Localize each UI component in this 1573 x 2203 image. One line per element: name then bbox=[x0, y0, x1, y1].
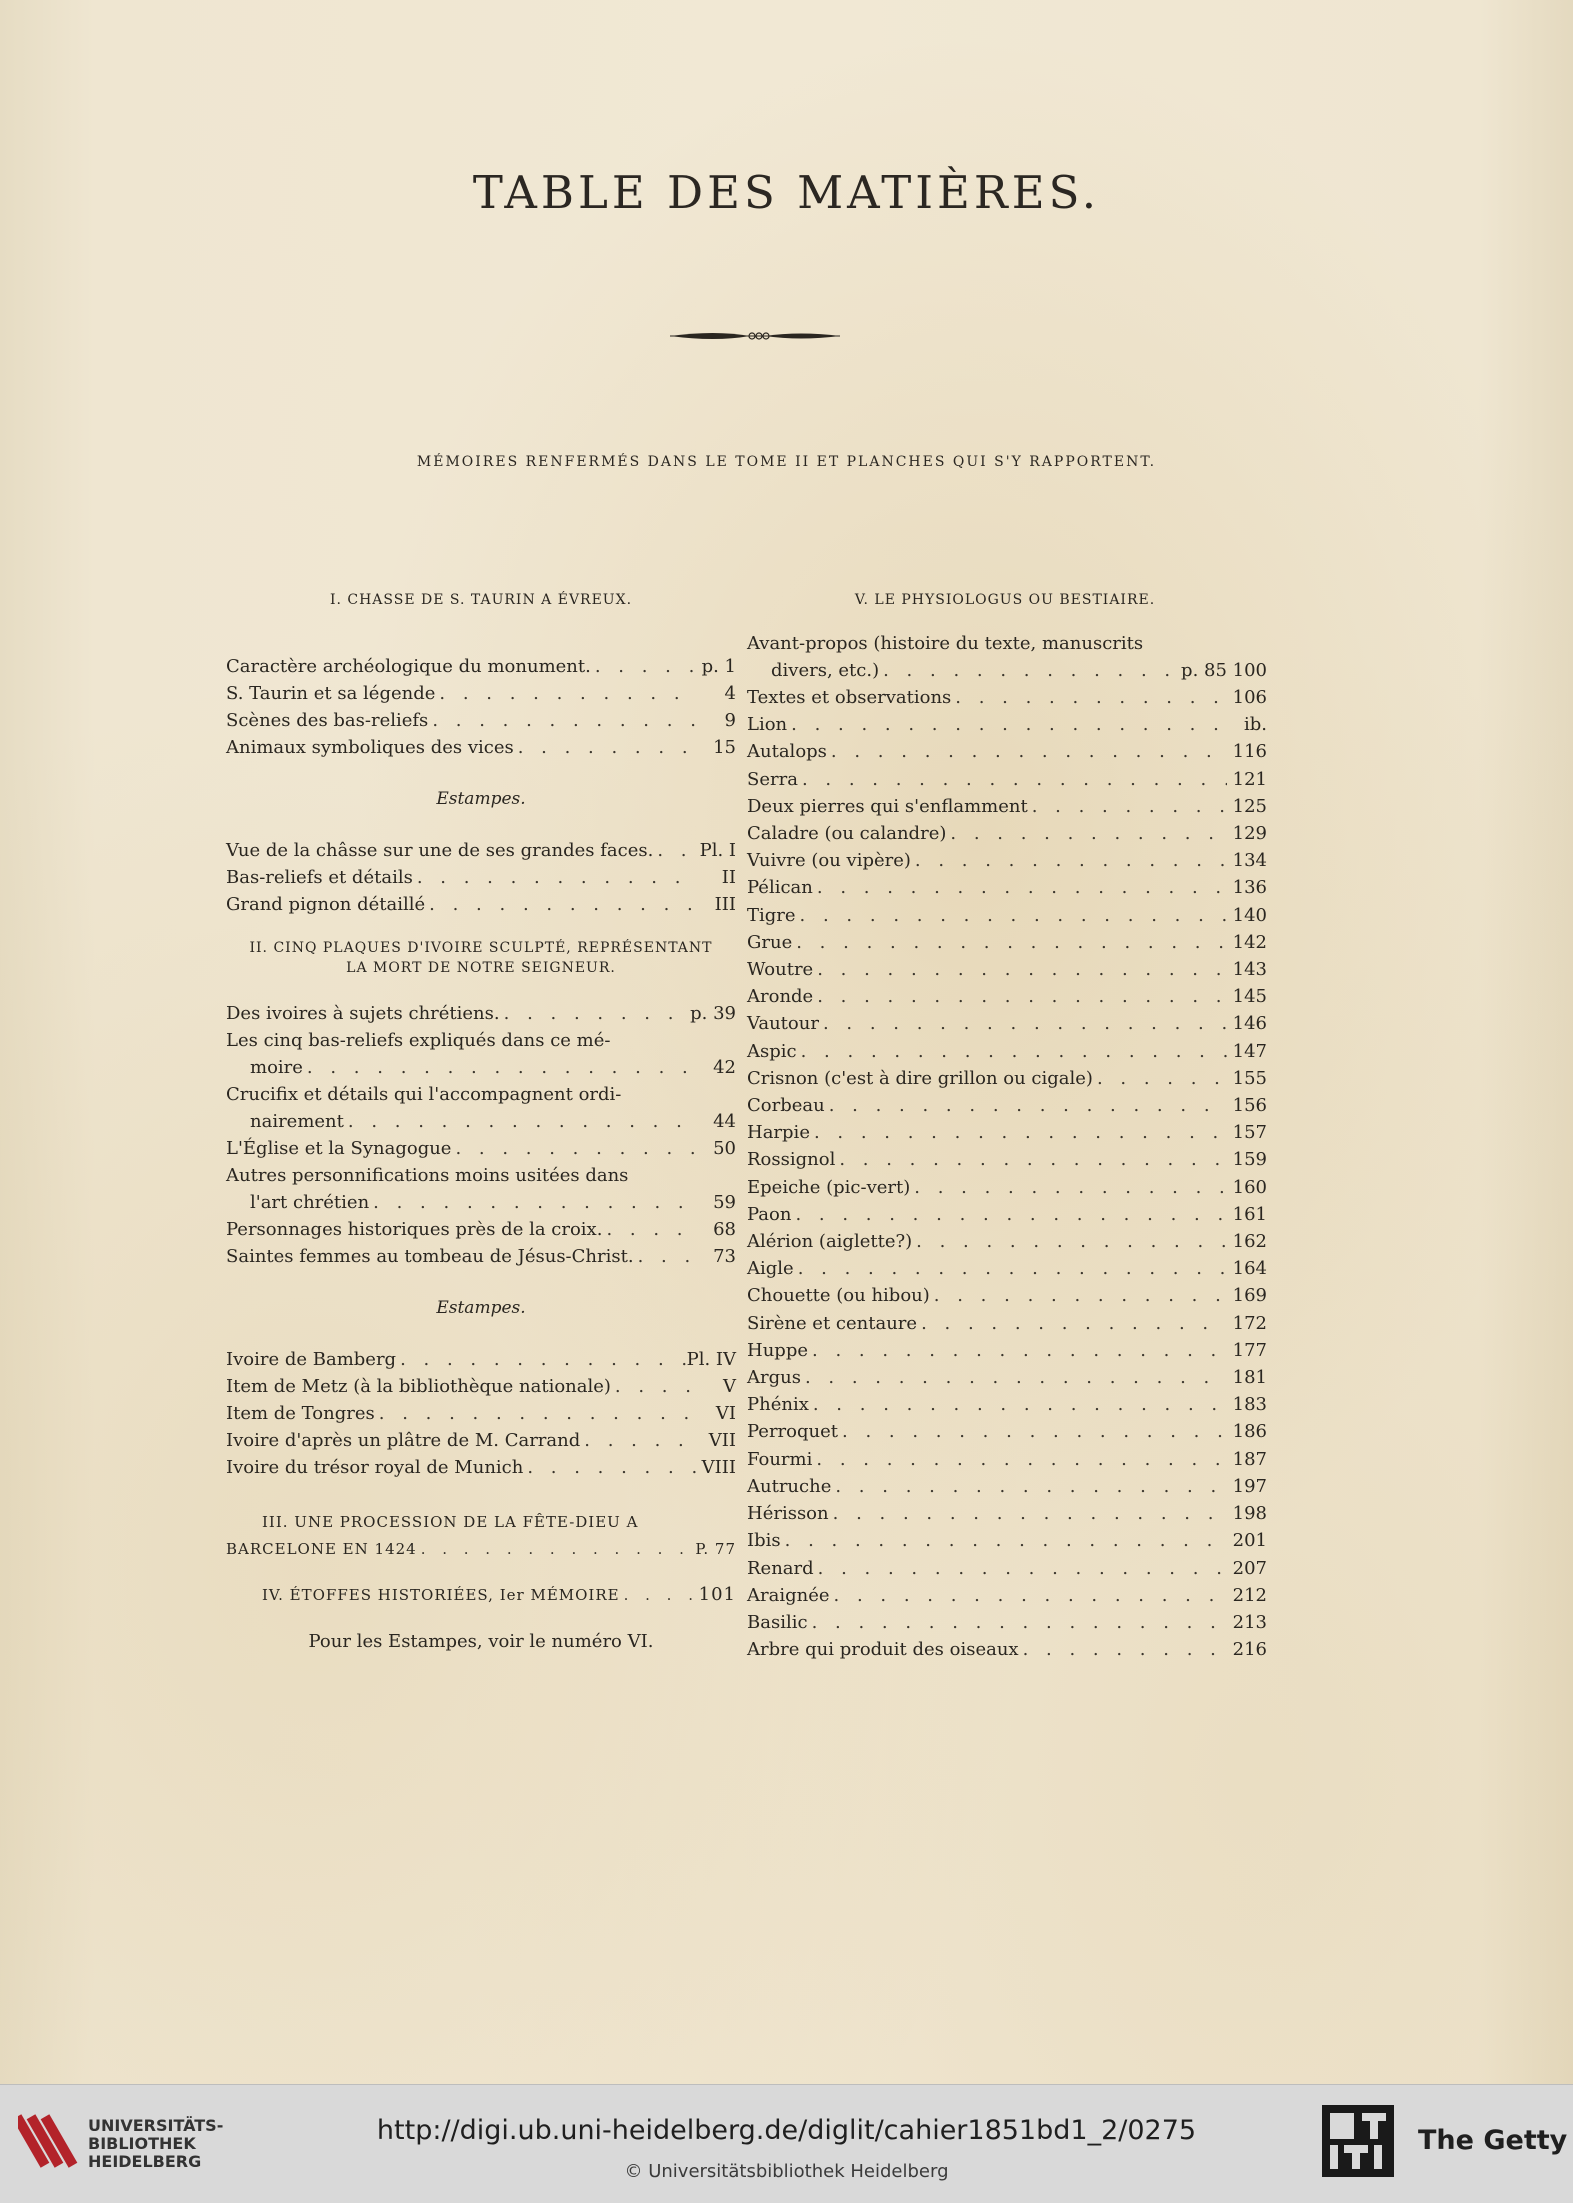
toc-entry: Sirène et centaure . . . 172 bbox=[747, 1310, 1267, 1337]
toc-entry: Autruche . . . 197 bbox=[747, 1473, 1267, 1500]
toc-entry: Basilic . . . 213 bbox=[747, 1609, 1267, 1636]
footer-bar bbox=[0, 2084, 1573, 2203]
toc-entry: Corbeau . . . 156 bbox=[747, 1092, 1267, 1119]
toc-entry: Animaux symboliques des vices . . . 15 bbox=[226, 734, 736, 761]
toc-entry: Vautour . . . 146 bbox=[747, 1010, 1267, 1037]
section-heading-2: II. CINQ PLAQUES D'IVOIRE SCULPTÉ, REPRÉSENTANT LA MORT DE NOTRE SEIGNEUR. bbox=[249, 940, 713, 976]
getty-name: The Getty bbox=[1418, 2125, 1568, 2156]
toc-entry: Rossignol . . . 159 bbox=[747, 1146, 1267, 1173]
toc-entry: Argus . . . 181 bbox=[747, 1364, 1267, 1391]
toc-entry: Ivoire d'après un plâtre de M. Carrand . . . VII bbox=[226, 1427, 736, 1454]
toc-entry: Des ivoires à sujets chrétiens. . . . p. 39 bbox=[226, 1000, 736, 1027]
toc-entry: moire . . . 42 bbox=[226, 1054, 736, 1081]
toc-entry: Textes et observations . . . 106 bbox=[747, 684, 1267, 711]
copyright-notice: © Universitätsbibliothek Heidelberg bbox=[624, 2161, 949, 2182]
toc-entry: Deux pierres qui s'enflamment . . . 125 bbox=[747, 793, 1267, 820]
toc-entry: Autalops . . . 116 bbox=[747, 738, 1267, 765]
permalink-url[interactable]: http://digi.ub.uni-heidelberg.de/diglit/cahier1851bd1_2/0275 bbox=[376, 2115, 1197, 2146]
toc-entry: Personnages historiques près de la croix. . . . 68 bbox=[226, 1216, 736, 1243]
estampes-heading: Estampes. bbox=[436, 789, 526, 809]
toc-entry: Araignée . . . 212 bbox=[747, 1582, 1267, 1609]
toc-entry: L'Église et la Synagogue . . . 50 bbox=[226, 1135, 736, 1162]
toc-entry: Saintes femmes au tombeau de Jésus-Christ. . . . 73 bbox=[226, 1243, 736, 1270]
right-column bbox=[747, 630, 1267, 1663]
toc-entry: Fourmi . . . 187 bbox=[747, 1446, 1267, 1473]
toc-entry: Ibis . . . 201 bbox=[747, 1527, 1267, 1554]
section-heading-3: III. UNE PROCESSION DE LA FÊTE-DIEU A bbox=[262, 1513, 639, 1531]
toc-entry-first-line: Autres personnifications moins usitées dans bbox=[226, 1165, 629, 1186]
toc-entry: Chouette (ou hibou) . . . 169 bbox=[747, 1282, 1267, 1309]
toc-entry: Grand pignon détaillé . . . III bbox=[226, 891, 736, 918]
toc-entry: Lion . . . ib. bbox=[747, 711, 1267, 738]
toc-entry-first-line: Les cinq bas-reliefs expliqués dans ce mé- bbox=[226, 1030, 611, 1051]
toc-entry: Perroquet . . . 186 bbox=[747, 1418, 1267, 1445]
toc-entry: Aigle . . . 164 bbox=[747, 1255, 1267, 1282]
toc-entry: Ivoire du trésor royal de Munich . . . VIII bbox=[226, 1454, 736, 1481]
toc-entry-first-line: Avant-propos (histoire du texte, manuscrits bbox=[747, 633, 1144, 654]
toc-entry: S. Taurin et sa légende . . . 4 bbox=[226, 680, 736, 707]
toc-entry: Bas-reliefs et détails . . . II bbox=[226, 864, 736, 891]
section-heading-4: IV. ÉTOFFES HISTORIÉES, Ier MÉMOIRE . . . 101 bbox=[226, 1581, 736, 1609]
toc-entry: Phénix . . . 183 bbox=[747, 1391, 1267, 1418]
section-heading-5: V. LE PHYSIOLOGUS OU BESTIAIRE. bbox=[854, 592, 1156, 608]
toc-entry: divers, etc.) . . . p. 85 100 bbox=[747, 657, 1267, 684]
toc-entry: Huppe . . . 177 bbox=[747, 1337, 1267, 1364]
toc-entry: Aspic . . . 147 bbox=[747, 1038, 1267, 1065]
toc-entry: Crisnon (c'est à dire grillon ou cigale) . . . 155 bbox=[747, 1065, 1267, 1092]
estampes-note: Pour les Estampes, voir le numéro VI. bbox=[308, 1631, 654, 1652]
toc-entry: Hérisson . . . 198 bbox=[747, 1500, 1267, 1527]
toc-entry: Renard . . . 207 bbox=[747, 1555, 1267, 1582]
toc-entry: Grue . . . 142 bbox=[747, 929, 1267, 956]
toc-entry: Paon . . . 161 bbox=[747, 1201, 1267, 1228]
toc-entry: Epeiche (pic-vert) . . . 160 bbox=[747, 1174, 1267, 1201]
bestiaire-list bbox=[747, 684, 1267, 1663]
toc-entry: Alérion (aiglette?) . . . 162 bbox=[747, 1228, 1267, 1255]
toc-entry: Caladre (ou calandre) . . . 129 bbox=[747, 820, 1267, 847]
toc-entry: Item de Tongres . . . VI bbox=[226, 1400, 736, 1427]
toc-entry: Harpie . . . 157 bbox=[747, 1119, 1267, 1146]
university-library-name: UNIVERSITÄTS- BIBLIOTHEK HEIDELBERG bbox=[88, 2116, 224, 2171]
toc-entry: Scènes des bas-reliefs . . . 9 bbox=[226, 707, 736, 734]
toc-entry: Vuivre (ou vipère) . . . 134 bbox=[747, 847, 1267, 874]
toc-entry: Aronde . . . 145 bbox=[747, 983, 1267, 1010]
toc-entry: Item de Metz (à la bibliothèque nationale) . . . V bbox=[226, 1373, 736, 1400]
toc-entry: Serra . . . 121 bbox=[747, 766, 1267, 793]
toc-entry: BARCELONE EN 1424 . . . P. 77 bbox=[226, 1536, 736, 1563]
toc-entry: Tigre . . . 140 bbox=[747, 902, 1267, 929]
toc-entry: Caractère archéologique du monument. . . . p. 1 bbox=[226, 653, 736, 680]
toc-entry: Vue de la châsse sur une de ses grandes faces. . . . Pl. I bbox=[226, 837, 736, 864]
toc-entry: Ivoire de Bamberg . . . Pl. IV bbox=[226, 1346, 736, 1373]
estampes-heading: Estampes. bbox=[436, 1298, 526, 1318]
ornament-divider bbox=[640, 326, 870, 346]
toc-entry: Pélican . . . 136 bbox=[747, 874, 1267, 901]
toc-entry: Arbre qui produit des oiseaux . . . 216 bbox=[747, 1636, 1267, 1663]
left-column bbox=[226, 590, 736, 1652]
toc-entry: l'art chrétien . . . 59 bbox=[226, 1189, 736, 1216]
toc-entry: nairement . . . 44 bbox=[226, 1108, 736, 1135]
section-heading-1: I. CHASSE DE S. TAURIN A ÉVREUX. bbox=[329, 592, 633, 608]
page-title: TABLE DES MATIÈRES. bbox=[472, 166, 1101, 219]
toc-entry: Woutre . . . 143 bbox=[747, 956, 1267, 983]
getty-logo-icon bbox=[1322, 2105, 1394, 2187]
subtitle: MÉMOIRES RENFERMÉS DANS LE TOME II ET PLANCHES QUI S'Y RAPPORTENT. bbox=[416, 454, 1157, 470]
toc-entry-first-line: Crucifix et détails qui l'accompagnent ordi- bbox=[226, 1084, 622, 1105]
